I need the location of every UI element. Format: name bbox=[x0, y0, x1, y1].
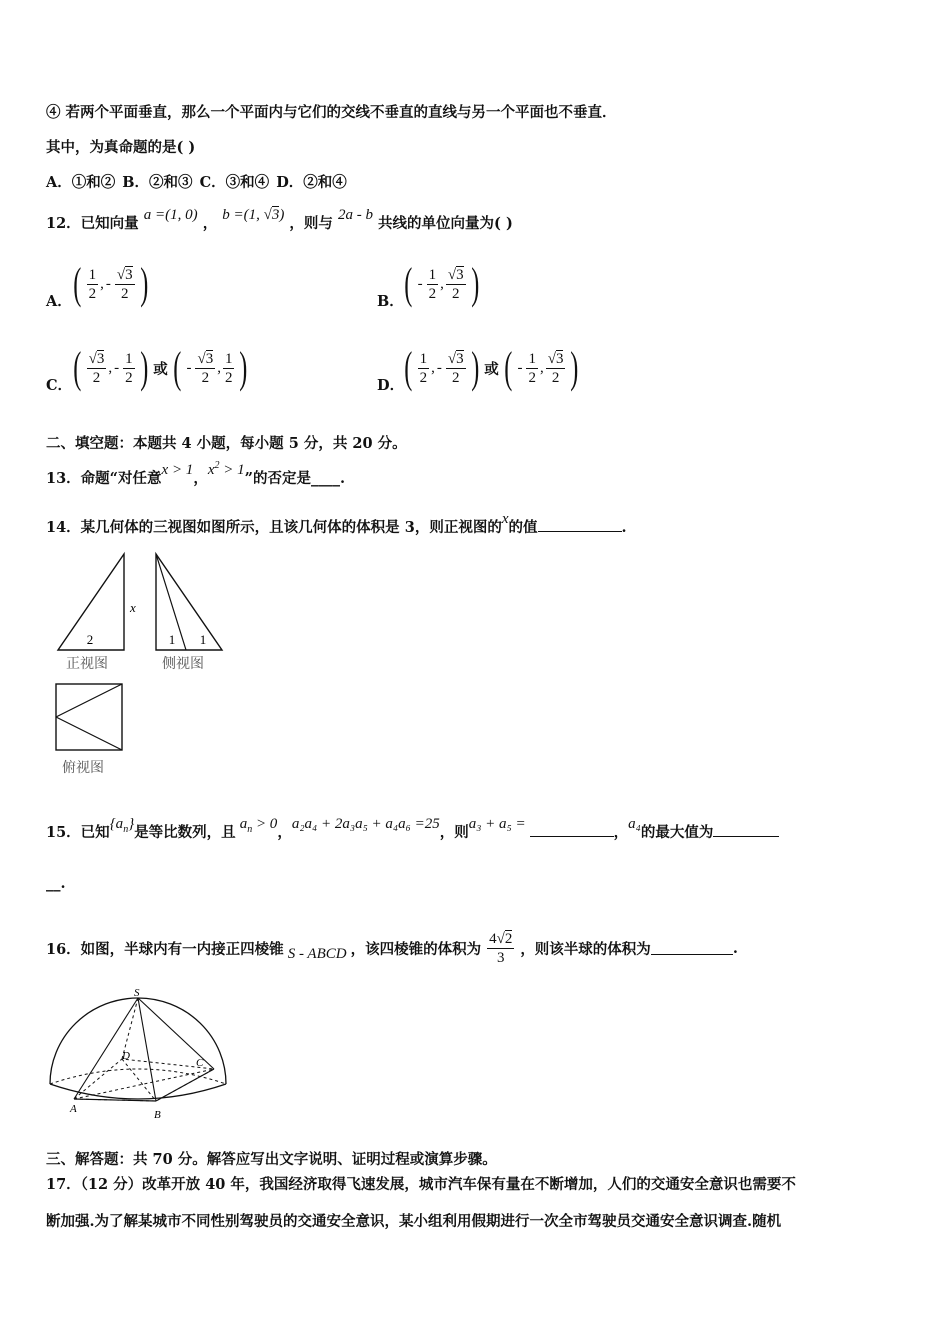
edge-sa bbox=[74, 998, 138, 1099]
top-view-line-2 bbox=[56, 717, 122, 750]
front-height-label: x bbox=[130, 600, 136, 615]
section-3-heading: 三、解答题：共 70 分。解答应写出文字说明、证明过程或演算步骤。 bbox=[46, 1151, 497, 1168]
q16-answer-blank bbox=[651, 942, 733, 955]
side-left-label: 1 bbox=[168, 632, 176, 647]
q15-continuation: __. bbox=[46, 875, 66, 892]
hemisphere-figure bbox=[44, 984, 240, 1124]
q11-prompt: 其中，为真命题的是( ) bbox=[46, 139, 196, 156]
q16-volume-fraction: $\frac{4√2}{3}$ bbox=[489, 931, 513, 966]
side-view-caption: 侧视图 bbox=[162, 656, 204, 672]
q15-a4: a₄ bbox=[628, 816, 641, 832]
q14-stem: 14．某几何体的三视图如图所示，且该几何体的体积是 3，则正视图的x的值 . bbox=[46, 511, 627, 536]
q12-option-b-label: B． bbox=[377, 293, 404, 310]
q15-stem: 15．已知$\{a_n\}$是等比数列，且 $a_n > 0$，a₂a₄ + 2a₃a₅ + a₄a₆ =25，则a₃ + a₅ = ，a₄的最大值为 bbox=[46, 821, 779, 844]
front-base-label: 2 bbox=[86, 632, 94, 647]
q15-condition: $a_n > 0$ bbox=[239, 816, 278, 835]
q15-sum: a₃ + a₅ = bbox=[468, 816, 526, 832]
label-c: C bbox=[196, 1057, 204, 1069]
q13-condition-2: $x^2 > 1$ bbox=[207, 460, 245, 478]
q17-line-2: 断加强.为了解某城市不同性别驾驶员的交通安全意识，某小组利用假期进行一次全市驾驶员交通安全意识调查.随机 bbox=[46, 1213, 782, 1230]
label-b: B bbox=[154, 1109, 161, 1121]
q16-stem: 16．如图，半球内有一内接正四棱锥 S - ABCD ，该四棱锥的体积为 $\frac{4√2}{3}$ ，则该半球的体积为 . bbox=[46, 931, 738, 966]
diagonal-ac bbox=[74, 1069, 214, 1099]
label-a: A bbox=[70, 1103, 77, 1115]
q12-option-d-label: D． bbox=[377, 377, 405, 394]
q12-option-b: ( - $\frac{1}{2}$ , $\frac{√3}{2}$ ) bbox=[404, 259, 479, 308]
q15-answer-blank-1 bbox=[530, 824, 614, 837]
q12-option-d: ( $\frac{1}{2}$ , - $\frac{√3}{2}$ ) 或 ( - $\frac{1}{2}$ , $\frac{√3}{2}$ ) bbox=[404, 343, 579, 392]
q15-sequence: $\{a_n\}$ bbox=[109, 816, 135, 835]
q16-pyramid: S - ABCD bbox=[287, 946, 347, 962]
q12-number: 12．已知向量 bbox=[46, 215, 139, 232]
top-view-square bbox=[56, 684, 122, 750]
q12-option-c: ( $\frac{√3}{2}$ , - $\frac{1}{2}$ ) 或 ( - $\frac{√3}{2}$ , $\frac{1}{2}$ ) bbox=[73, 343, 248, 392]
label-s: S bbox=[134, 987, 140, 999]
q12-mid: ，则与 bbox=[289, 215, 333, 232]
q17-line-1: 17．（12 分）改革开放 40 年，我国经济取得飞速发展，城市汽车保有量在不断增加，人们的交通安全意识也需要不 bbox=[46, 1176, 796, 1193]
q13-stem: 13．命题“对任意x > 1，$x^2 > 1$”的否定是____. bbox=[46, 460, 345, 487]
q12-stem bbox=[46, 207, 513, 233]
q12-vector-a: a =(1, 0) bbox=[143, 207, 198, 223]
front-view-caption: 正视图 bbox=[66, 656, 108, 672]
top-view-line-1 bbox=[56, 684, 122, 717]
hemisphere-arc bbox=[50, 998, 226, 1084]
edge-bc bbox=[156, 1069, 214, 1101]
label-d: D bbox=[122, 1050, 130, 1062]
q12-option-a-label: A． bbox=[46, 293, 72, 310]
q11-options: A．①和② B．②和③ C．③和④ D．②和④ bbox=[46, 174, 347, 191]
q15-answer-blank-2 bbox=[713, 824, 779, 837]
q13-condition-1: x > 1 bbox=[161, 462, 194, 478]
q12-vector-b: b =(1, √3) bbox=[222, 207, 285, 223]
edge-sb bbox=[138, 998, 156, 1101]
q12-tail: 共线的单位向量为( ) bbox=[378, 215, 513, 232]
q14-answer-blank bbox=[538, 519, 622, 532]
section-2-heading: 二、填空题：本题共 4 小题，每小题 5 分，共 20 分。 bbox=[46, 435, 407, 452]
side-right-label: 1 bbox=[199, 632, 207, 647]
q12-option-c-label: C． bbox=[46, 377, 73, 394]
q15-equation: a₂a₄ + 2a₃a₅ + a₄a₆ =25 bbox=[291, 816, 440, 832]
side-view-triangle bbox=[156, 554, 222, 650]
q12-expression: 2a - b bbox=[337, 207, 373, 223]
diagonal-bd bbox=[122, 1059, 156, 1101]
q12-comma: ， bbox=[202, 215, 218, 232]
top-view-caption: 俯视图 bbox=[62, 760, 104, 776]
q12-option-a: ( $\frac{1}{2}$ , - $\frac{√3}{2}$ ) bbox=[73, 259, 148, 308]
q14-var-x: x bbox=[501, 511, 509, 527]
q11-statement-4: ④ 若两个平面垂直，那么一个平面内与它们的交线不垂直的直线与另一个平面也不垂直． bbox=[46, 104, 617, 121]
